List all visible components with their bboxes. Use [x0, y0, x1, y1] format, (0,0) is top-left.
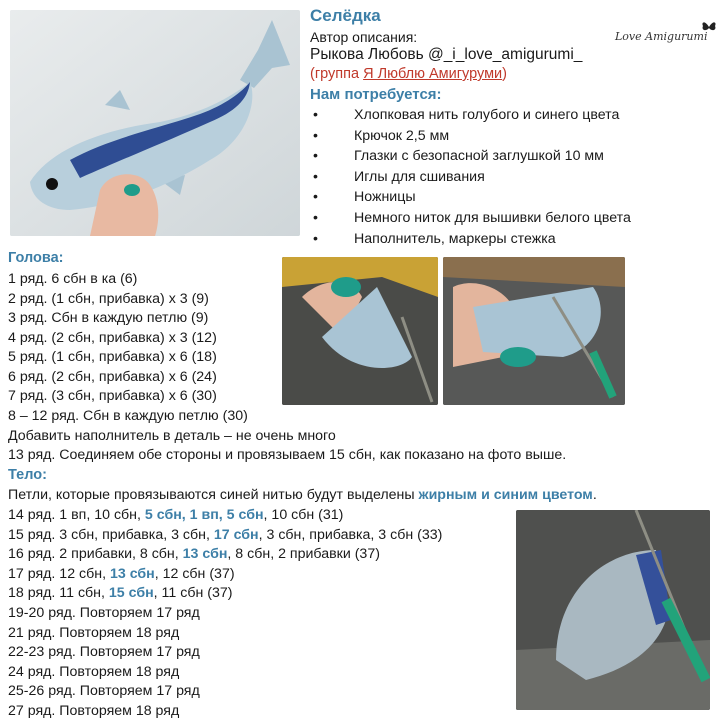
body-row [8, 507, 343, 523]
material-item [306, 167, 631, 188]
materials-list [306, 105, 631, 249]
bullet-icon: • [313, 209, 318, 226]
body-row [8, 527, 442, 543]
body-row-text: , 10 сбн (31) [263, 507, 344, 523]
head-row: 4 ряд. (2 сбн, прибавка) х 3 (12) [8, 330, 217, 346]
body-row-text: 15 ряд. 3 сбн, прибавка, 3 сбн, [8, 526, 214, 543]
body-row-highlight: 5 сбн, 1 вп, 5 сбн [144, 507, 264, 523]
body-note-highlight: жирным и синим цветом [418, 487, 593, 503]
body-row-text: , 11 сбн (37) [153, 585, 233, 602]
body-row [8, 605, 200, 621]
body-row [8, 546, 380, 562]
body-row-text: 27 ряд. Повторяем 18 ряд [8, 703, 180, 719]
body-row-text: 19-20 ряд. Повторяем 17 ряд [8, 605, 200, 621]
body-row-text: , 8 сбн, 2 прибавки (37) [227, 546, 380, 563]
material-item [306, 105, 631, 126]
head-row: 7 ряд. (3 сбн, прибавка) х 6 (30) [8, 388, 217, 404]
body-row-highlight: 13 сбн [109, 565, 155, 582]
material-text: Крючок 2,5 мм [354, 127, 450, 144]
bullet-icon: • [313, 107, 318, 123]
body-row-text: 25-26 ряд. Повторяем 17 ряд [8, 683, 200, 700]
material-item [306, 208, 631, 229]
body-row-text: 16 ряд. 2 прибавки, 8 сбн, [8, 546, 183, 563]
body-note-suffix: . [592, 487, 597, 503]
photo-finished-herring [10, 10, 300, 236]
head-row: 2 ряд. (1 сбн, прибавка) х 3 (9) [8, 291, 209, 307]
material-text: Ножницы [354, 189, 416, 206]
author-label: Автор описания: [310, 29, 418, 45]
bullet-icon: • [313, 168, 318, 185]
material-text: Глазки с безопасной заглушкой 10 мм [354, 148, 604, 165]
body-row [8, 683, 200, 699]
photo-head-step-2 [443, 257, 625, 405]
head-heading: Голова: [8, 250, 64, 266]
body-row-text: 18 ряд. 11 сбн, [8, 585, 109, 602]
material-text: Наполнитель, маркеры стежка [354, 230, 556, 247]
body-heading: Тело: [8, 467, 47, 483]
materials-heading: Нам потребуется: [310, 86, 442, 103]
head-row: 5 ряд. (1 сбн, прибавка) х 6 (18) [8, 349, 217, 365]
head-row: 13 ряд. Соединяем обе стороны и провязываем 15 сбн, как показано на фото выше. [8, 447, 567, 463]
pattern-title: Селёдка [310, 6, 381, 25]
photo-body-step [516, 510, 710, 710]
butterfly-icon [701, 20, 717, 34]
material-text: Хлопковая нить голубого и синего цвета [354, 107, 620, 123]
body-row [8, 625, 179, 641]
body-row-text: 14 ряд. 1 вп, 10 сбн, [8, 507, 145, 523]
head-row: 8 – 12 ряд. Сбн в каждую петлю (30) [8, 408, 248, 424]
body-row-highlight: 17 сбн [213, 526, 259, 543]
group-suffix: ) [502, 66, 508, 82]
love-amigurumi-logo [615, 30, 707, 43]
body-note [8, 487, 597, 503]
material-text: Иглы для сшивания [354, 168, 485, 185]
body-row-text: , 12 сбн (37) [154, 565, 235, 582]
body-note-prefix: Петли, которые провязываются синей нитью будут выделены [8, 487, 419, 503]
body-row-text: 17 ряд. 12 сбн, [8, 565, 110, 582]
head-row: 1 ряд. 6 сбн в ка (6) [8, 271, 138, 287]
group-line [310, 66, 507, 82]
material-item [306, 187, 631, 208]
group-prefix: (группа [310, 66, 364, 82]
body-row-highlight: 15 сбн [108, 585, 154, 602]
material-item [306, 229, 631, 250]
body-row-text: 21 ряд. Повторяем 18 ряд [8, 624, 180, 641]
material-text: Немного ниток для вышивки белого цвета [354, 209, 631, 226]
body-row [8, 703, 179, 719]
bullet-icon: • [313, 189, 318, 206]
bullet-icon: • [313, 148, 318, 165]
group-link[interactable]: Я Люблю Амигуруми [363, 66, 503, 82]
body-row-text: 22-23 ряд. Повторяем 17 ряд [8, 644, 200, 661]
bullet-icon: • [313, 230, 318, 247]
material-item [306, 126, 631, 147]
body-row [8, 585, 232, 601]
head-row: 3 ряд. Сбн в каждую петлю (9) [8, 310, 209, 326]
material-item [306, 146, 631, 167]
bullet-icon: • [313, 127, 318, 144]
logo-text: Love Amigurumi [615, 30, 708, 43]
author-name: Рыкова Любовь @_i_love_amigurumi_ [310, 46, 583, 63]
photo-head-step-1 [282, 257, 438, 405]
body-row [8, 566, 235, 582]
body-row-text: 24 ряд. Повторяем 18 ряд [8, 663, 180, 680]
body-row [8, 644, 200, 660]
body-row [8, 664, 179, 680]
body-row-highlight: 13 сбн [182, 546, 228, 563]
head-row: Добавить наполнитель в деталь – не очень много [8, 428, 336, 444]
head-row: 6 ряд. (2 сбн, прибавка) х 6 (24) [8, 369, 217, 385]
body-row-text: , 3 сбн, прибавка, 3 сбн (33) [258, 526, 443, 543]
